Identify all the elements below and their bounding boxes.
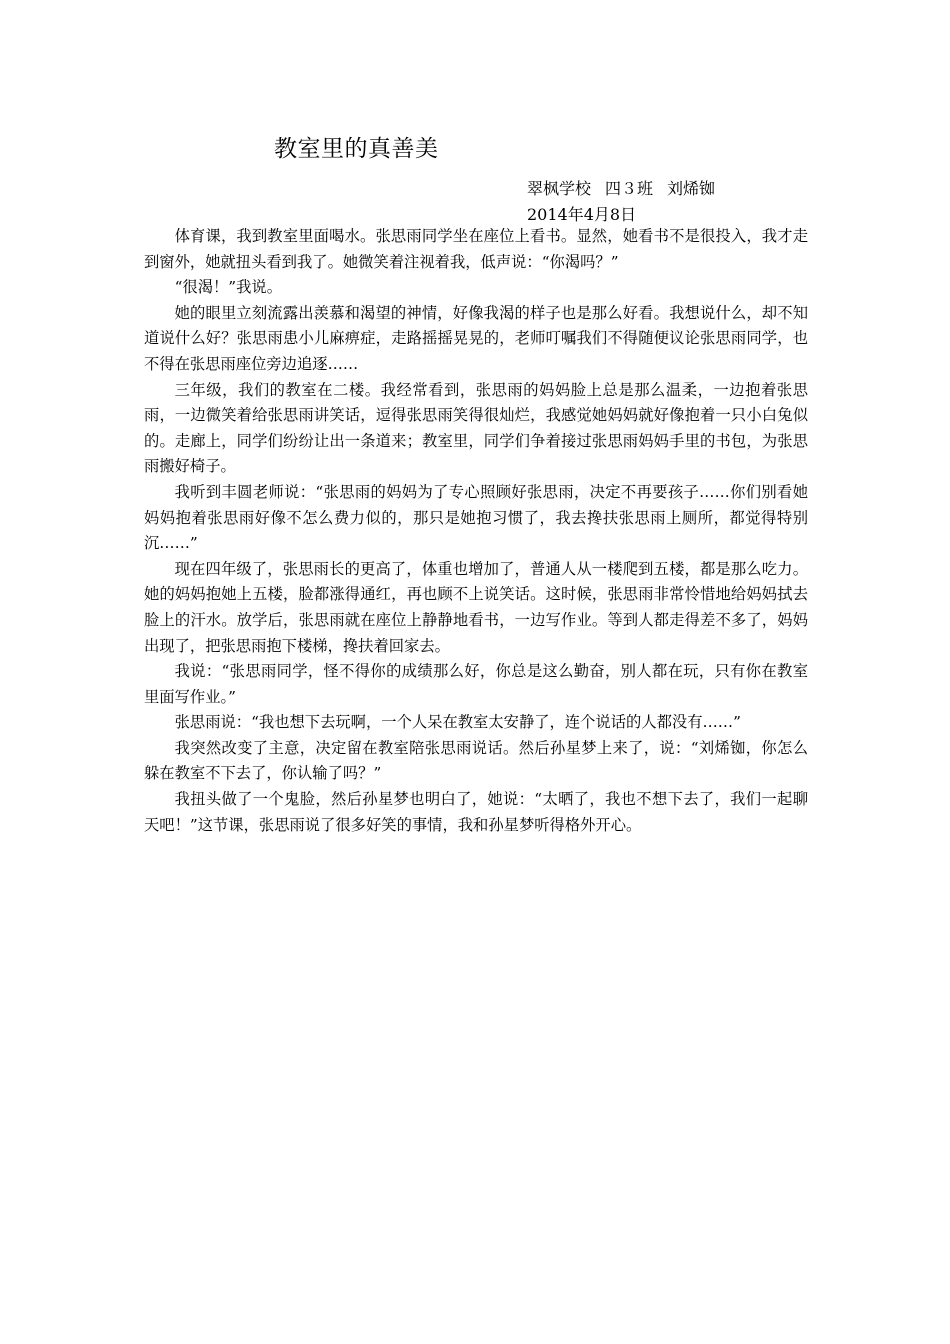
paragraph: “很渴！”我说。 bbox=[174, 278, 283, 297]
paragraph: 体育课，我到教室里面喝水。张思雨同学坐在座位上看书。显然，她看书不是很投入，我才走到窗外，她就扭头看到我了。她微笑着注视着我，低声说：“你渴吗？” bbox=[144, 227, 808, 271]
essay-title: 教室里的真善美 bbox=[274, 136, 439, 162]
class-name: 四３班 bbox=[605, 179, 654, 198]
school-name: 翠枫学校 bbox=[527, 179, 592, 198]
paragraph: 我说：“张思雨同学，怪不得你的成绩那么好，你总是这么勤奋，别人都在玩，只有你在教室里面写作业。” bbox=[144, 662, 808, 706]
essay-date: 2014年4月8日 bbox=[527, 205, 637, 224]
paragraph: 三年级，我们的教室在二楼。我经常看到，张思雨的妈妈脸上总是那么温柔，一边抱着张思雨，一边微笑着给张思雨讲笑话，逗得张思雨笑得很灿烂，我感觉她妈妈就好像抱着一只小白兔似的。走廊上，同学们纷纷让出一条道来；教室里，同学们争着接过张思雨妈妈手里的书包，为张思雨搬好椅子。 bbox=[144, 380, 808, 476]
byline-block bbox=[527, 176, 715, 228]
paragraph: 她的眼里立刻流露出羡慕和渴望的神情，好像我渴的样子也是那么好看。我想说什么，却不知道说什么好？张思雨患小儿麻痹症，走路摇摇晃晃的，老师叮嘱我们不得随便议论张思雨同学，也不得在张思雨座位旁边追逐…… bbox=[144, 303, 808, 373]
paragraph: 我突然改变了主意，决定留在教室陪张思雨说话。然后孙星梦上来了，说：“刘烯铷，你怎么躲在教室不下去了，你认输了吗？” bbox=[144, 738, 808, 783]
author-line bbox=[527, 176, 715, 202]
paragraph: 张思雨说：“我也想下去玩啊，一个人呆在教室太安静了，连个说话的人都没有……” bbox=[174, 713, 741, 732]
paragraph: 现在四年级了，张思雨长的更高了，体重也增加了，普通人从一楼爬到五楼，都是那么吃力。她的妈妈抱她上五楼，脸都涨得通红，再也顾不上说笑话。这时候，张思雨非常怜惜地给妈妈拭去脸上的汗水。放学后，张思雨就在座位上静静地看书，一边写作业。等到人都走得差不多了，妈妈出现了，把张思雨抱下楼梯，搀扶着回家去。 bbox=[144, 559, 808, 655]
paragraph: 我听到丰圆老师说：“张思雨的妈妈为了专心照顾好张思雨，决定不再要孩子……你们别看她妈妈抱着张思雨好像不怎么费力似的，那只是她抱习惯了，我去搀扶张思雨上厕所，都觉得特别沉……” bbox=[144, 482, 808, 553]
author-name: 刘烯铷 bbox=[667, 179, 716, 198]
essay-body bbox=[144, 224, 808, 838]
paragraph: 我扭头做了一个鬼脸，然后孙星梦也明白了，她说：“太晒了，我也不想下去了，我们一起聊天吧！”这节课，张思雨说了很多好笑的事情，我和孙星梦听得格外开心。 bbox=[144, 790, 808, 834]
